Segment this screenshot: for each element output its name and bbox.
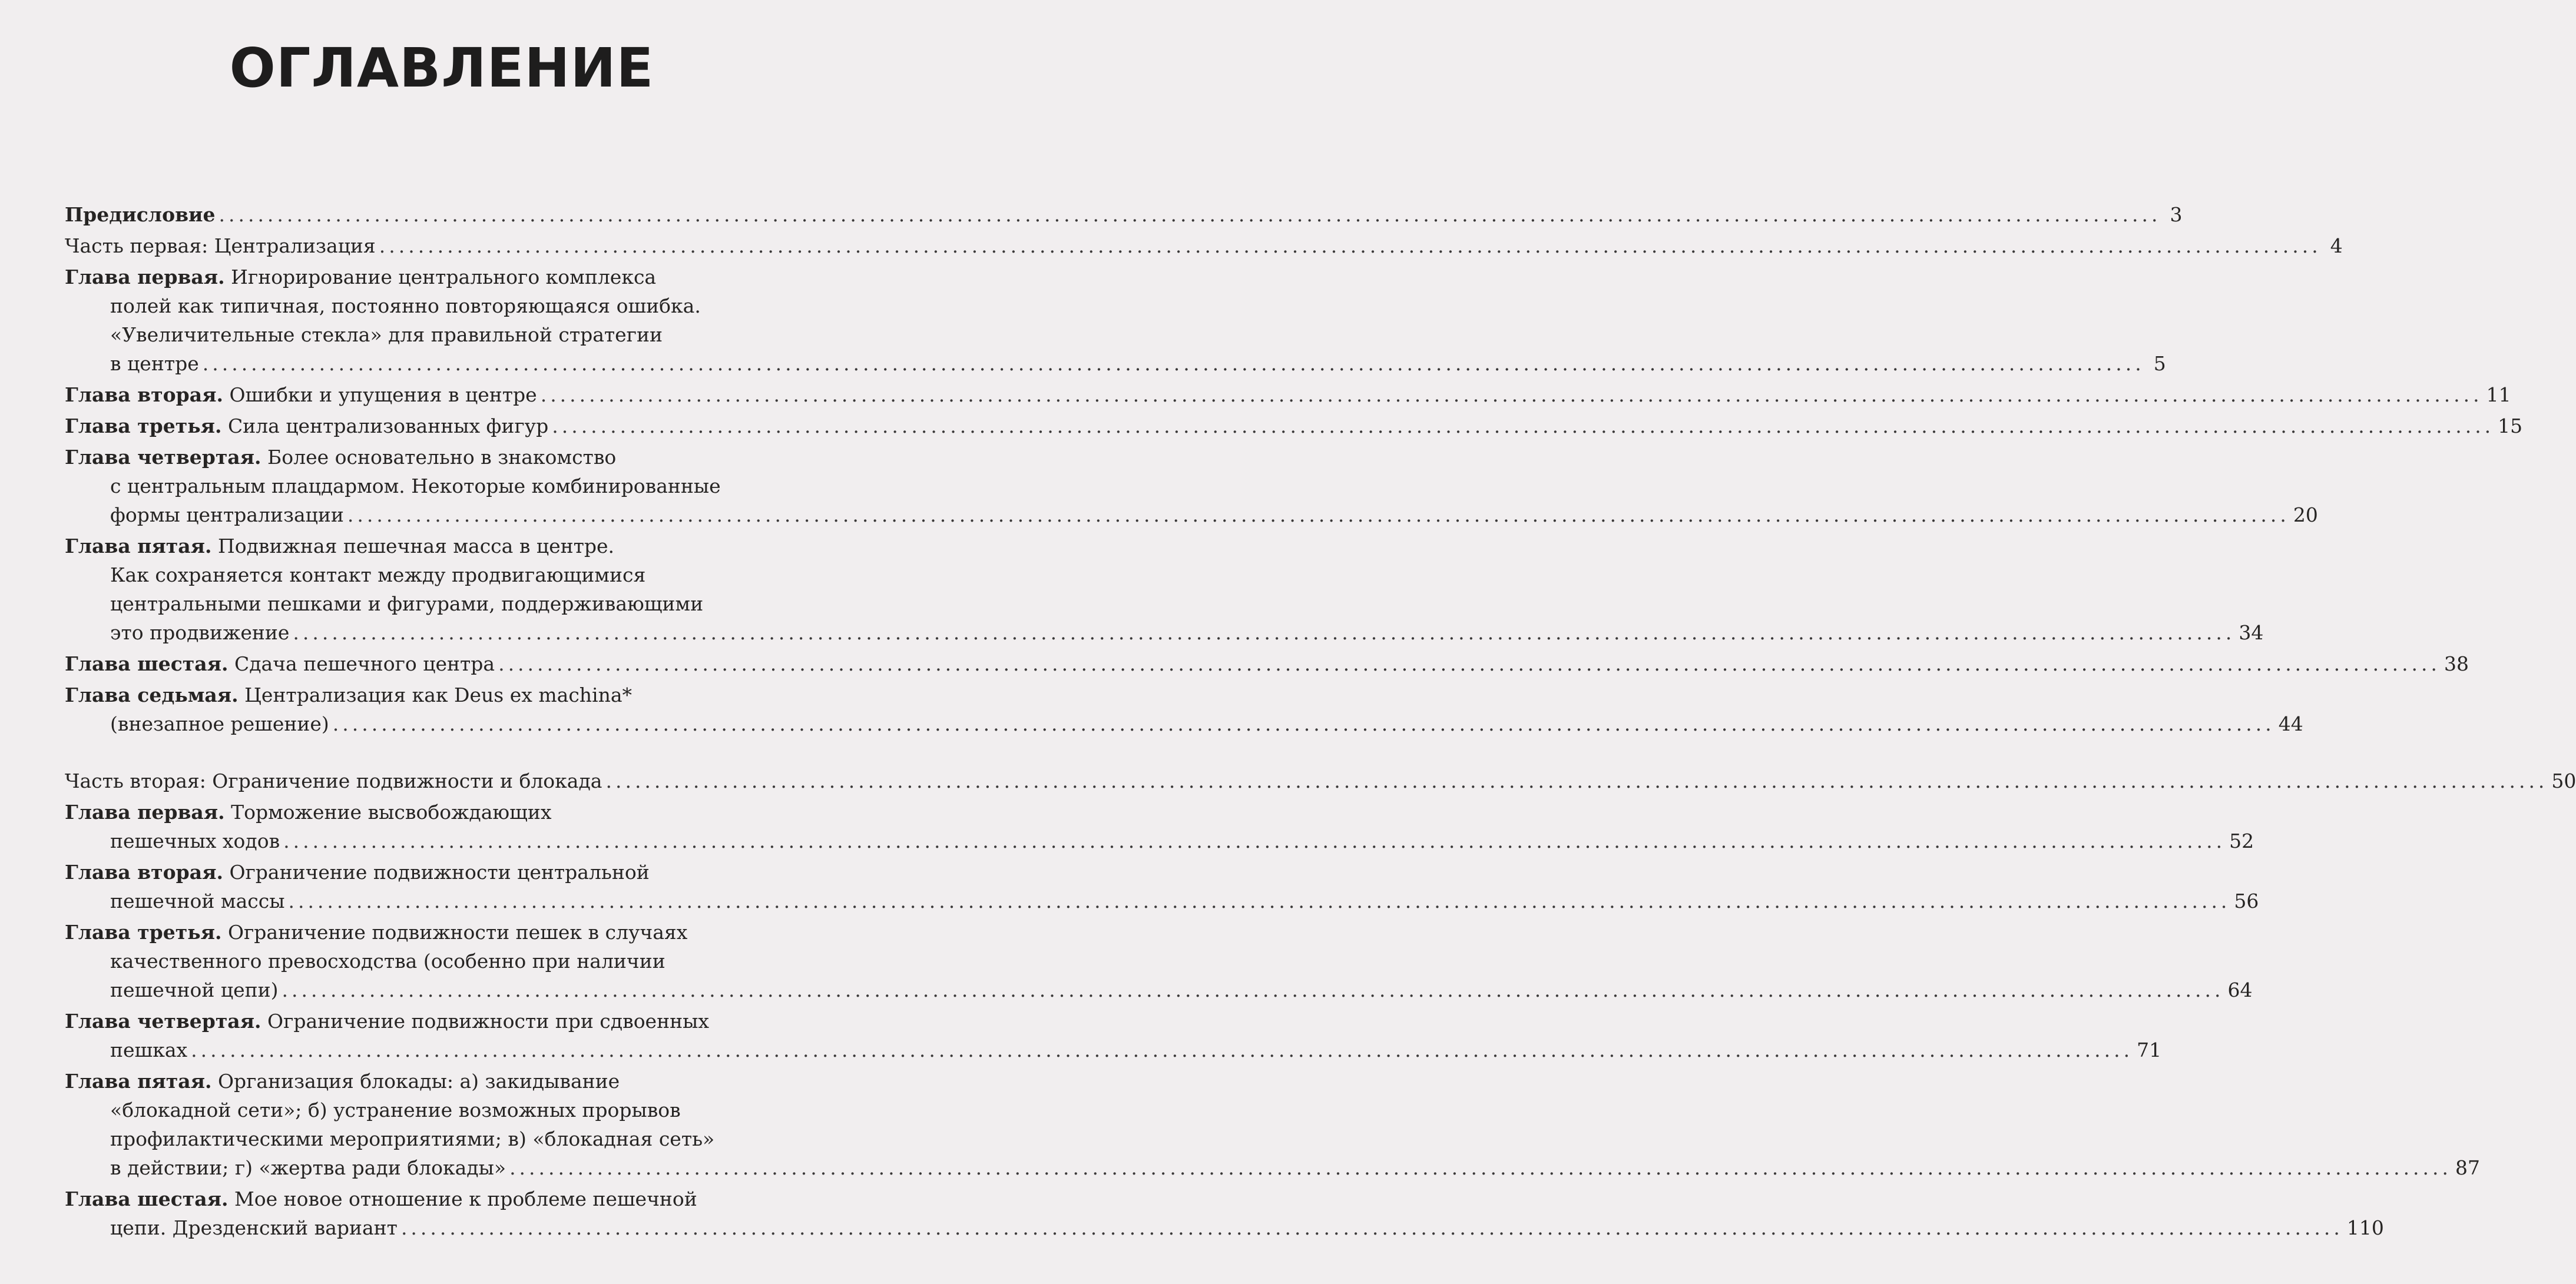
toc-entry-title: качественного превосходства (особенно при наличии — [110, 950, 665, 973]
toc-entry-title: Ограничение подвижности при сдвоенных — [261, 1010, 709, 1033]
toc-entry-line — [65, 1096, 836, 1124]
toc-entry-label: Глава шестая. — [65, 1187, 229, 1210]
toc-entry-text — [110, 500, 344, 529]
page-number: 56 — [2234, 890, 2259, 913]
toc-entry-text — [65, 801, 551, 824]
toc-entry-line — [65, 349, 2166, 378]
dot-leader: ........................................................................................................................................................................................................ — [191, 1039, 2134, 1061]
page-number: 87 — [2455, 1156, 2481, 1179]
dot-leader: ........................................................................................................................................................................................................ — [552, 414, 2495, 437]
dot-leader: ........................................................................................................................................................................................................ — [283, 830, 2226, 852]
toc-entry-text — [110, 827, 280, 855]
dot-leader: ........................................................................................................................................................................................................ — [605, 769, 2548, 792]
toc-entry-label: Глава пятая. — [65, 1070, 212, 1093]
toc-entry-title: пешках — [110, 1039, 188, 1061]
toc-entry-line — [65, 560, 836, 589]
toc-entry-text — [65, 1070, 620, 1093]
toc-entry-text — [65, 535, 614, 558]
page-number: 5 — [2153, 352, 2166, 375]
toc-entry-title: с центральным плацдармом. Некоторые комбинированные — [110, 475, 721, 497]
dot-leader: ........................................................................................................................................................................................................ — [379, 234, 2322, 257]
dot-leader: ........................................................................................................................................................................................................ — [282, 978, 2224, 1001]
toc-entry-line — [65, 1185, 836, 1213]
page-number: 3 — [2170, 203, 2183, 226]
toc-entry-label: Глава первая. — [65, 801, 225, 824]
toc-entry-line — [65, 589, 836, 618]
toc-entry-text — [110, 349, 199, 378]
dot-leader: ........................................................................................................................................................................................................ — [509, 1156, 2452, 1179]
toc-entry-label: Глава четвертая. — [65, 446, 261, 469]
page-number: 11 — [2486, 383, 2511, 406]
toc-entry — [65, 1007, 2162, 1064]
toc-entry — [65, 649, 2469, 678]
toc-entry-title: пешечной массы — [110, 890, 285, 913]
toc-entry-title: Сдача пешечного центра — [228, 652, 495, 675]
toc-entry-text — [65, 649, 495, 678]
toc-entry-label: Предисловие — [65, 203, 216, 226]
toc-entry-text — [110, 950, 665, 973]
page-number: 38 — [2444, 652, 2469, 675]
toc-entry — [65, 380, 2511, 409]
toc-entry — [65, 263, 2166, 378]
dot-leader: ........................................................................................................................................................................................................ — [218, 203, 2161, 226]
page-number: 34 — [2239, 621, 2264, 644]
page-number: 20 — [2293, 503, 2318, 526]
toc-entry-title: Подвижная пешечная масса в центре. — [211, 535, 615, 558]
page-number: 44 — [2278, 712, 2303, 735]
toc-entry-text — [110, 709, 329, 738]
toc-entry-label: Глава шестая. — [65, 652, 229, 675]
toc-entry-text — [65, 1010, 709, 1033]
toc-entry-text — [65, 767, 602, 795]
toc-entry-line — [65, 1036, 2162, 1064]
toc-entry-text — [110, 323, 663, 346]
toc-entry-line — [65, 649, 2469, 678]
page-number: 110 — [2346, 1216, 2384, 1239]
toc-entry-label: Глава пятая. — [65, 535, 212, 558]
toc-entry-title: Сила централизованных фигур — [221, 414, 549, 437]
toc-entry-text — [110, 1153, 506, 1182]
toc-entry-title: это продвижение — [110, 621, 290, 644]
toc-entry-title: цепи. Дрезденский вариант — [110, 1216, 398, 1239]
toc-entry-title: Мое новое отношение к проблеме пешечной — [228, 1187, 697, 1210]
toc-entry-label: Глава седьмая. — [65, 684, 239, 706]
toc-entry-title: Игнорирование центрального комплекса — [224, 266, 657, 288]
toc-entry-line — [65, 1213, 2384, 1242]
toc-entry-text — [110, 1036, 187, 1064]
toc-entry-line — [65, 291, 836, 320]
toc-entry-line — [65, 380, 2511, 409]
toc-entry-text — [110, 976, 279, 1004]
toc-entry-line — [65, 1124, 836, 1153]
toc-entry-title: Организация блокады: а) закидывание — [211, 1070, 620, 1093]
toc-entry-label: Глава третья. — [65, 921, 222, 944]
toc-entry-line — [65, 709, 2303, 738]
dot-leader: ........................................................................................................................................................................................................ — [540, 383, 2483, 406]
toc-entry-line — [65, 918, 836, 947]
page-number: 50 — [2551, 769, 2576, 792]
toc-entry-text — [65, 1187, 697, 1210]
toc-entry — [65, 443, 2318, 529]
toc-entry-text — [110, 592, 703, 615]
toc-entry-line — [65, 767, 2576, 795]
page-number: 71 — [2137, 1039, 2162, 1061]
toc-entry-title: в центре — [110, 352, 199, 375]
toc-entry-line — [65, 500, 2318, 529]
toc-entry-text — [65, 861, 650, 884]
toc-entry-line — [65, 200, 2183, 229]
toc-entry-title: Часть вторая: Ограничение подвижности и блокада — [65, 769, 602, 792]
toc-entry — [65, 1067, 2481, 1182]
toc-entry-line — [65, 798, 836, 827]
toc-entry-line — [65, 472, 836, 500]
toc-entry-title: «блокадной сети»; б) устранение возможных прорывов — [110, 1099, 681, 1122]
toc-entry — [65, 412, 2523, 440]
toc-entry — [65, 532, 2264, 647]
toc-entry-text — [110, 1099, 681, 1122]
toc-entry-text — [65, 200, 215, 229]
toc-entry-line — [65, 1067, 836, 1096]
toc-entry-line — [65, 887, 2259, 915]
toc-entry-line — [65, 1007, 836, 1036]
toc-entry-line — [65, 443, 836, 472]
toc-entry-line — [65, 532, 836, 560]
toc-entry — [65, 200, 2183, 229]
toc-entry-line — [65, 858, 836, 887]
toc-entry-title: (внезапное решение) — [110, 712, 329, 735]
toc-entry-line — [65, 681, 836, 709]
toc-entry-line — [65, 947, 836, 976]
toc-entry-text — [65, 412, 548, 440]
toc-entry-title: Ошибки и упущения в центре — [223, 383, 537, 406]
page-number: 52 — [2229, 830, 2254, 852]
toc-entry-line — [65, 827, 2254, 855]
toc-entry-text — [65, 380, 537, 409]
toc-entry-line — [65, 618, 2264, 647]
dot-leader: ........................................................................................................................................................................................................ — [347, 503, 2290, 526]
toc-entry-title: пешечной цепи) — [110, 978, 279, 1001]
toc-entry-text — [110, 618, 289, 647]
dot-leader: ........................................................................................................................................................................................................ — [202, 352, 2145, 375]
toc-entry-title: «Увеличительные стекла» для правильной стратегии — [110, 323, 663, 346]
page-number: 64 — [2227, 978, 2253, 1001]
toc-entry-label: Глава третья. — [65, 414, 222, 437]
toc-entry — [65, 1185, 2384, 1242]
toc-entry-title: в действии; г) «жертва ради блокады» — [110, 1156, 506, 1179]
toc-entry-label: Глава первая. — [65, 266, 225, 288]
toc-entry-text — [110, 294, 701, 317]
toc-entry-title: Торможение высвобождающих — [224, 801, 552, 824]
toc-entry-text — [110, 563, 645, 586]
toc-entry-title: Часть первая: Централизация — [65, 234, 376, 257]
toc-entry-title: пешечных ходов — [110, 830, 280, 852]
dot-leader: ........................................................................................................................................................................................................ — [288, 890, 2231, 913]
toc-entry-title: центральными пешками и фигурами, поддерживающими — [110, 592, 704, 615]
toc-entry-line — [65, 231, 2343, 260]
toc-entry — [65, 798, 2254, 855]
toc-entry-title: Централизация как Deus ex machina* — [238, 684, 633, 706]
toc-entry-label: Глава вторая. — [65, 383, 223, 406]
dot-leader: ........................................................................................................................................................................................................ — [332, 712, 2275, 735]
dot-leader: ........................................................................................................................................................................................................ — [400, 1216, 2343, 1239]
toc-entry — [65, 231, 2343, 260]
toc-entry-text — [110, 475, 721, 497]
toc-entry — [65, 681, 2303, 738]
toc-entry-text — [110, 887, 284, 915]
toc-entry-title: полей как типичная, постоянно повторяющаяся ошибка. — [110, 294, 701, 317]
toc-entry-text — [65, 266, 656, 288]
toc-entry-title: Более основательно в знакомство — [261, 446, 617, 469]
toc-entry-text — [110, 1127, 714, 1150]
toc-entry-title: формы централизации — [110, 503, 344, 526]
page-number: 15 — [2498, 414, 2523, 437]
toc-entry-line — [65, 976, 2253, 1004]
toc-entry-line — [65, 412, 2523, 440]
toc-entry-text — [65, 684, 632, 706]
toc-entry-line — [65, 263, 836, 291]
toc-entry-text — [110, 1213, 398, 1242]
toc-entry-label: Глава четвертая. — [65, 1010, 261, 1033]
toc-entry-title: Как сохраняется контакт между продвигающимися — [110, 563, 646, 586]
table-of-contents — [65, 200, 2576, 1245]
toc-entry-text — [65, 446, 616, 469]
toc-entry-title: Ограничение подвижности центральной — [223, 861, 650, 884]
toc-entry-text — [65, 231, 376, 260]
toc-entry-title: Ограничение подвижности пешек в случаях — [221, 921, 688, 944]
toc-entry — [65, 767, 2576, 795]
toc-entry — [65, 918, 2253, 1004]
dot-leader: ........................................................................................................................................................................................................ — [293, 621, 2236, 644]
toc-entry-label: Глава вторая. — [65, 861, 223, 884]
toc-entry-line — [65, 320, 836, 349]
page-title: ОГЛАВЛЕНИЕ — [229, 37, 654, 99]
page-number: 4 — [2330, 234, 2343, 257]
toc-entry-text — [65, 921, 687, 944]
dot-leader: ........................................................................................................................................................................................................ — [498, 652, 2441, 675]
toc-entry-line — [65, 1153, 2481, 1182]
toc-entry-title: профилактическими мероприятиями; в) «блокадная сеть» — [110, 1127, 715, 1150]
toc-entry — [65, 858, 2259, 915]
